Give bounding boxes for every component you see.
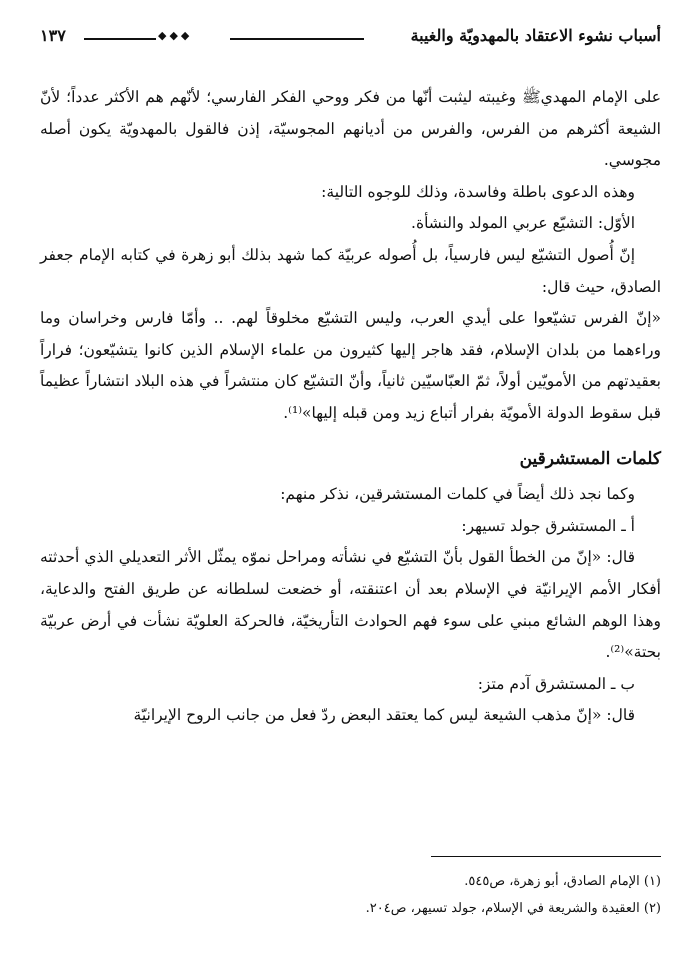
header-rule [84, 38, 156, 40]
paragraph: وكما نجد ذلك أيضاً في كلمات المستشرقين، نذكر منهم: [280, 485, 635, 504]
quotation: قال: «إنّ مذهب الشيعة ليس كما يعتقد البعض ردّ فعل من جانب الروح الإيرانيّة [133, 706, 635, 725]
header-rule [230, 38, 364, 40]
page-number: ١٣٧ [40, 26, 66, 45]
running-header [40, 26, 661, 52]
footnote: (١) الإمام الصادق، أبو زهرة، ص٥٤٥. [464, 874, 661, 889]
section-heading: كلمات المستشرقين [519, 448, 661, 469]
footnotes [40, 868, 661, 922]
paragraph: الأوّل: التشيّع عربي المولد والنشأة. [411, 214, 635, 233]
paragraph: أ ـ المستشرق جولد تسيهر: [461, 516, 635, 535]
body-text [40, 82, 661, 732]
paragraph: ب ـ المستشرق آدم متز: [477, 674, 635, 693]
paragraph: إنّ أُصول التشيّع ليس فارسياً، بل أُصوله عربيّة كما شهد بذلك أبو زهرة في كتابه الإمام جعفر الصادق، حيث قال: [40, 245, 661, 296]
footnote: (٢) العقيدة والشريعة في الإسلام، جولد تسيهر، ص٢٠٤. [365, 901, 661, 916]
running-title: أسباب نشوء الاعتقاد بالمهدويّة والغيبة [410, 26, 661, 45]
paragraph: وهذه الدعوى باطلة وفاسدة، وذلك للوجوه التالية: [321, 182, 635, 201]
quotation: قال: «إنّ من الخطأ القول بأنّ التشيّع في نشأته ومراحل نموّه يمثّل الأثر التعديلي الذي أحدثته أفكار الأمم الإيرانيّة في الإسلام بعد أن اعتنقته، أو خضعت لسلطانه عن طريق الفتح والدعاية، وهذا الوهم الشائع مبني على سوء فهم الحوادث التأريخيّة، فالحركة العلويّة نشأت في أرض عربيّة بحتة»⁽²⁾. [40, 548, 661, 662]
diamond-ornament-icon: ◆◆◆ [158, 29, 193, 42]
footnote-divider [431, 856, 661, 857]
paragraph: على الإمام المهديﷺ وغيبته ليثبت أنّها من فكر ووحي الفكر الفارسي؛ لأنّهم هم الأكثر عدداً؛ لأنّ الشيعة أكثرهم من الفرس، والفرس من أديانهم المجوسيّة، إذن فالقول بالمهدويّة يكون أصله مجوسي. [40, 88, 661, 170]
quotation: «إنّ الفرس تشيّعوا على أيدي العرب، وليس التشيّع مخلوقاً لهم. .. وأمّا فارس وخراسان وما وراءهما من بلدان الإسلام، فقد هاجر إليها كثيرون من علماء الإسلام الذين كانوا يتشيّعون؛ فراراً بعقيدتهم من الأمويّين أولاً، ثمّ العبّاسيّين ثانياً، وأنّ التشيّع كان منتشراً في هذه البلاد انتشاراً عظيماً قبل سقوط الدولة الأمويّة بفرار أتباع زيد ومن قبله إليها»⁽¹⁾. [40, 309, 661, 422]
